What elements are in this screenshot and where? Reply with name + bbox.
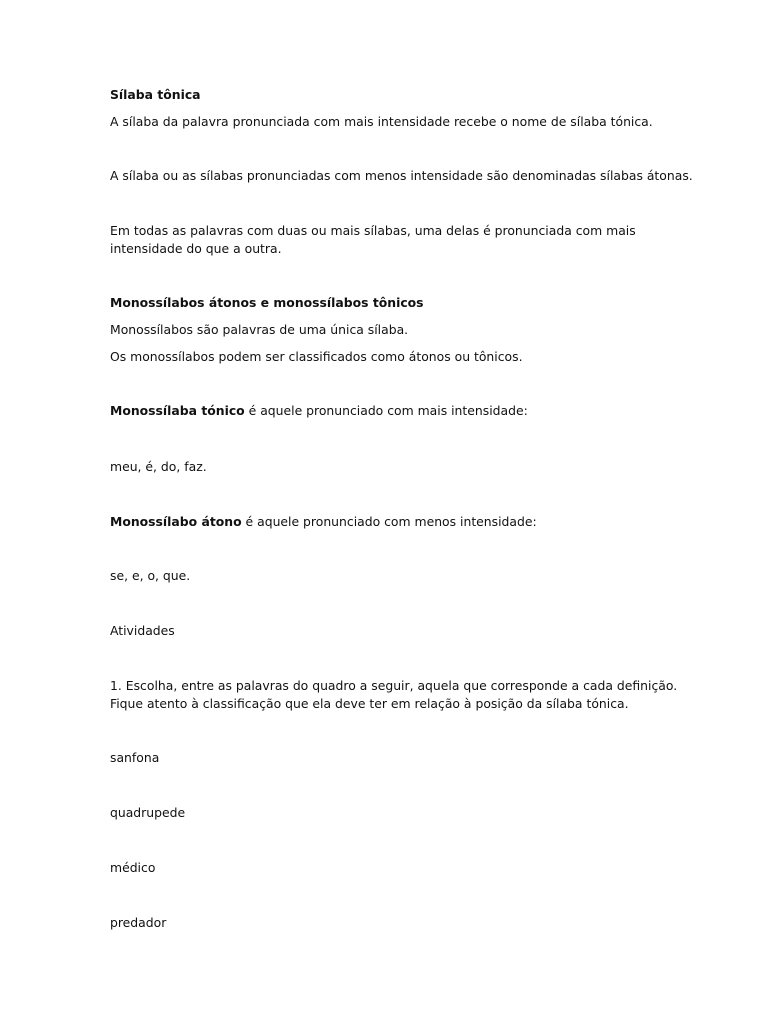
paragraph-two-syllables-line2: intensidade do que a outra. xyxy=(110,241,282,256)
paragraph-definition-atonas: A sílaba ou as sílabas pronunciadas com menos intensidade são denominadas sílabas átonas. xyxy=(110,168,693,183)
atono-definition-text: é aquele pronunciado com menos intensidade: xyxy=(241,514,537,529)
activities-heading: Atividades xyxy=(110,623,175,638)
term-monossilaba-tonico: Monossílaba tónico xyxy=(110,403,245,418)
section-title-silaba-tonica: Sílaba tônica xyxy=(110,87,201,102)
term-monossilabo-atono: Monossílabo átono xyxy=(110,514,242,529)
question-1-line1: 1. Escolha, entre as palavras do quadro a seguir, aquela que corresponde a cada definição. xyxy=(110,678,678,693)
word-item: quadrupede xyxy=(110,805,186,820)
tonico-definition-text: é aquele pronunciado com mais intensidade: xyxy=(244,403,528,418)
word-item: predador xyxy=(110,915,167,930)
tonico-examples: meu, é, do, faz. xyxy=(110,459,207,474)
question-1-line2: Fique atento à classificação que ela deve ter em relação à posição da sílaba tónica. xyxy=(110,696,629,711)
atono-examples: se, e, o, que. xyxy=(110,568,191,583)
paragraph-two-syllables-line1: Em todas as palavras com duas ou mais sílabas, uma delas é pronunciada com mais xyxy=(110,223,636,238)
paragraph-definition-tonica: A sílaba da palavra pronunciada com mais intensidade recebe o nome de sílaba tónica. xyxy=(110,114,653,129)
word-item: sanfona xyxy=(110,750,160,765)
paragraph-tonico-definition xyxy=(110,402,670,420)
word-item: médico xyxy=(110,860,156,875)
paragraph-atono-definition xyxy=(110,513,670,531)
paragraph-monossilabos-classification: Os monossílabos podem ser classificados como átonos ou tônicos. xyxy=(110,349,523,364)
section-title-monossilabos: Monossílabos átonos e monossílabos tônicos xyxy=(110,295,424,310)
paragraph-monossilabos-definition: Monossílabos são palavras de uma única sílaba. xyxy=(110,322,409,337)
